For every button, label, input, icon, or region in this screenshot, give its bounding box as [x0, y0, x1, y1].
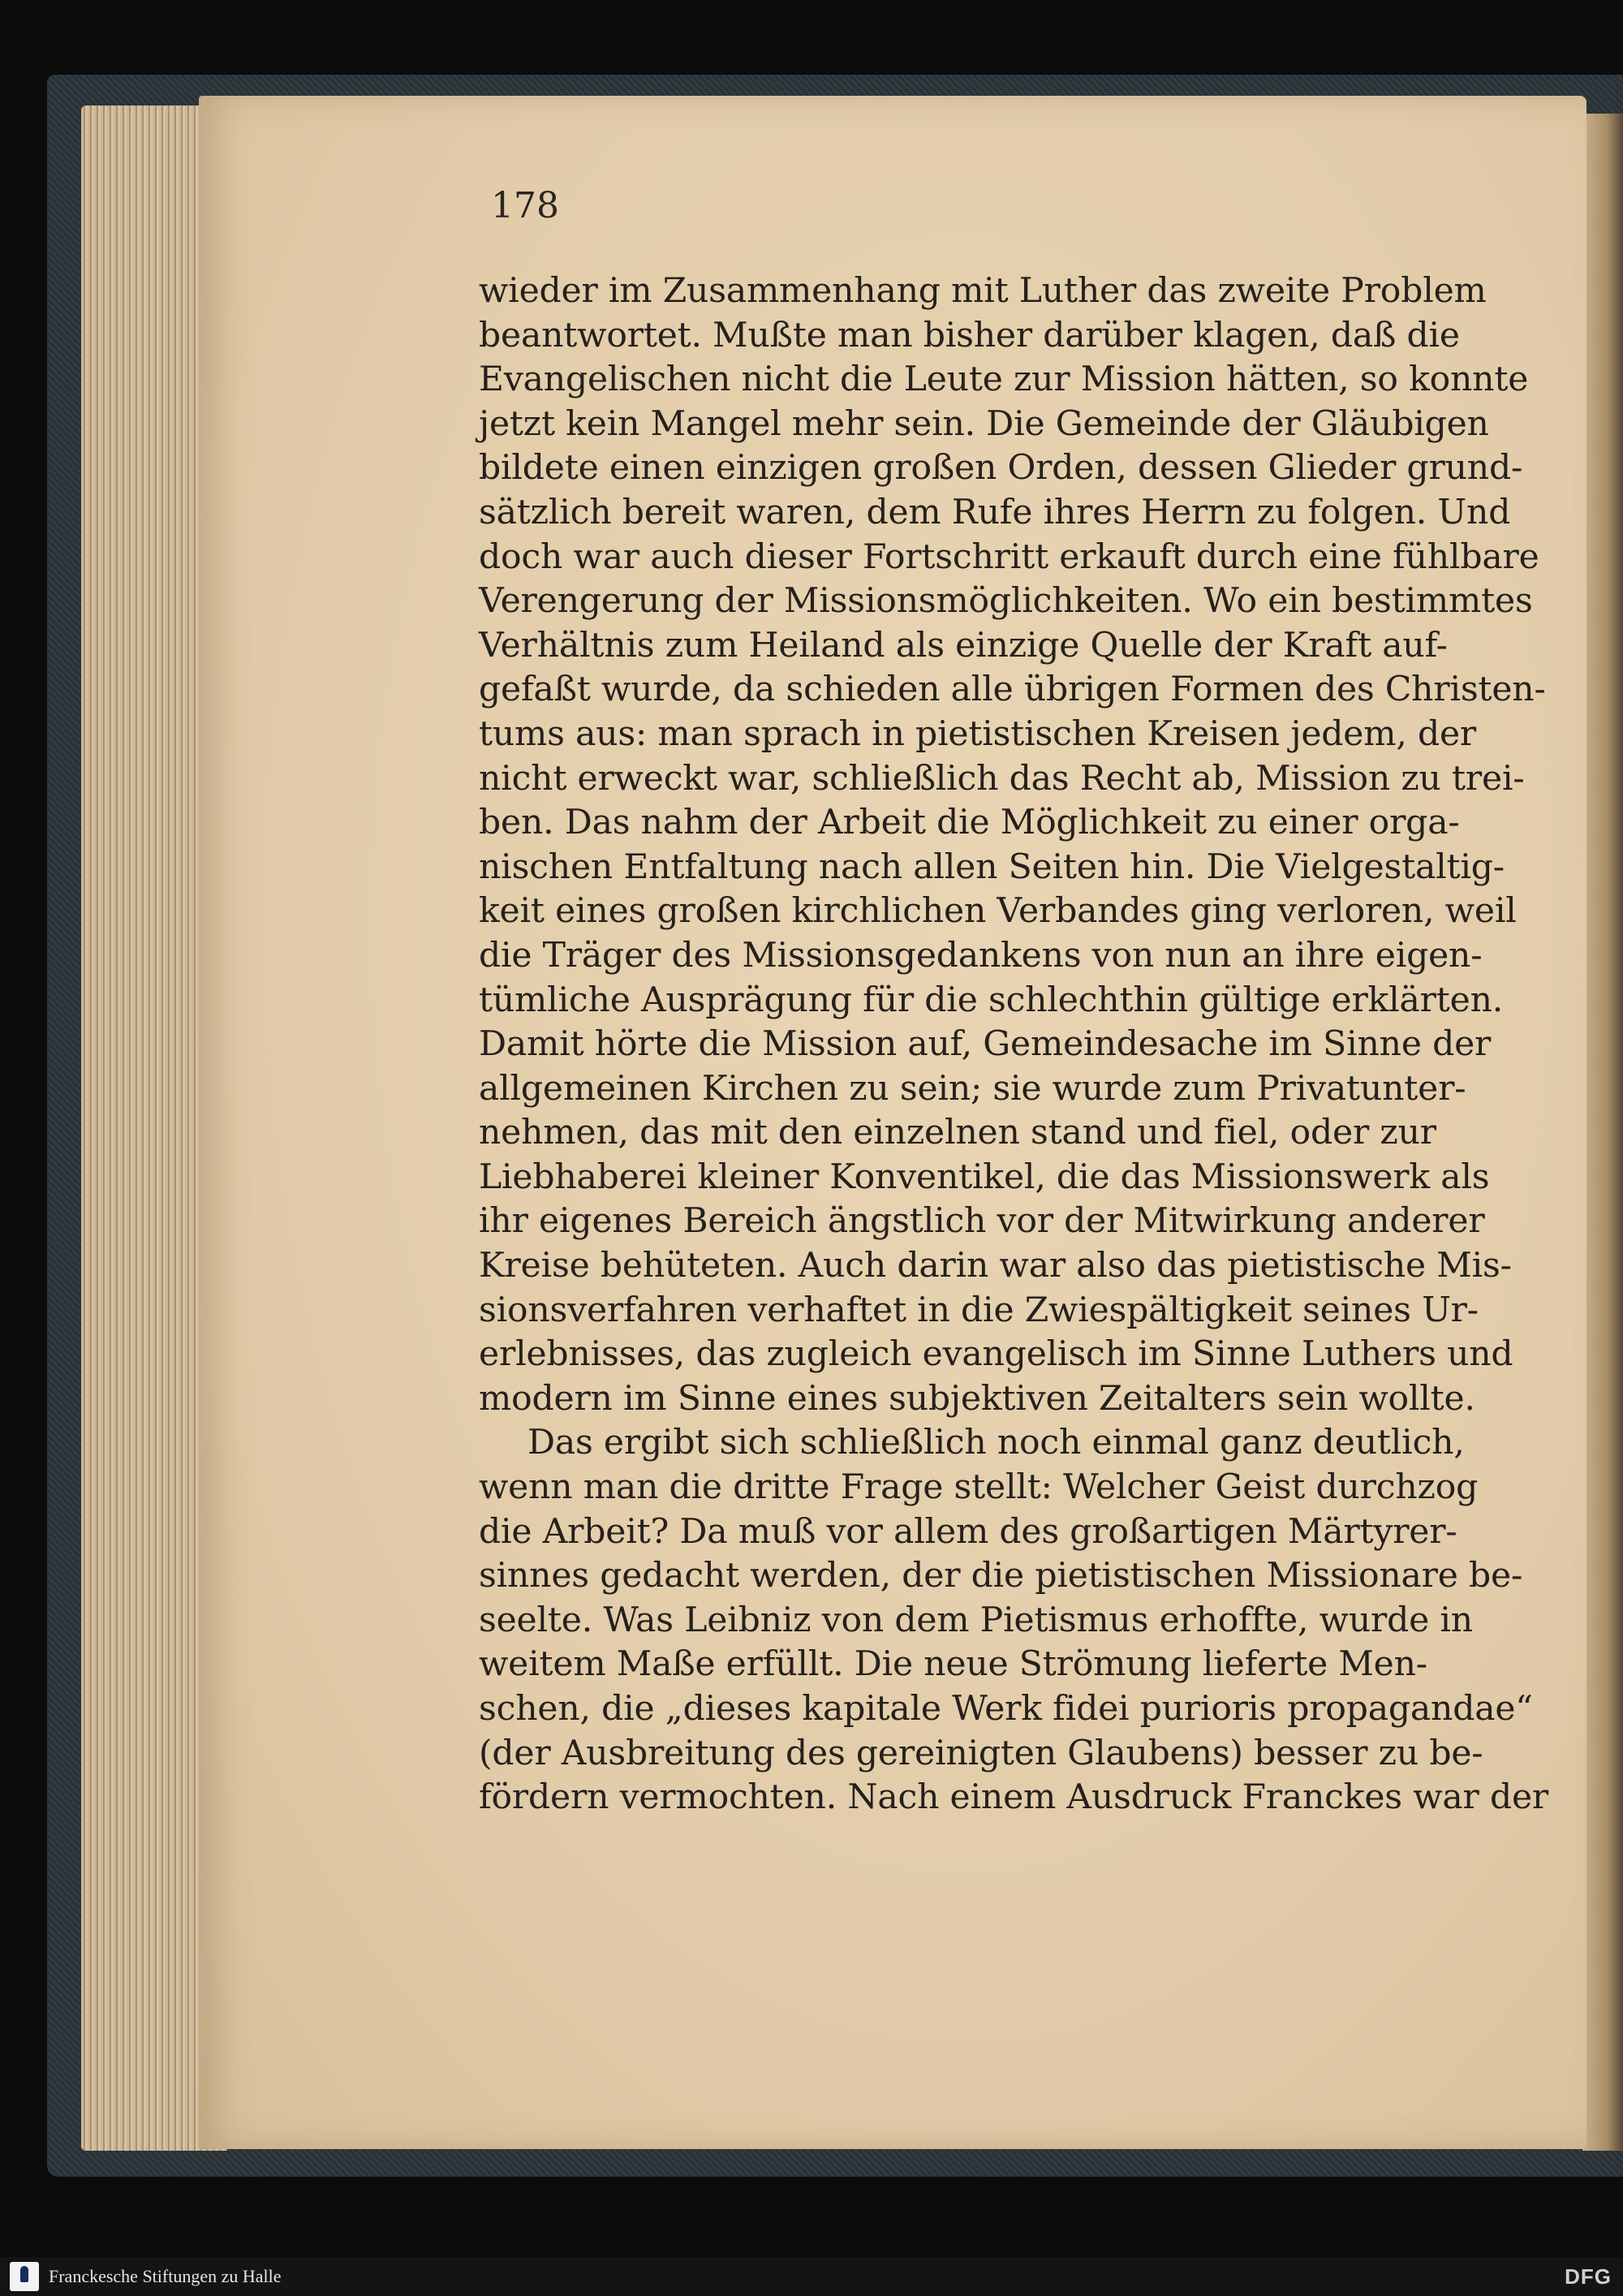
text-line: schen, die „dieses kapitale Werk fidei purioris propagandae“ [479, 1689, 1533, 1729]
text-line: keit eines großen kirchlichen Verbandes ging verloren, weil [479, 891, 1517, 932]
text-line: die Arbeit? Da muß vor allem des großartigen Märtyrer- [479, 1511, 1457, 1552]
text-line: doch war auch dieser Fortschritt erkauft durch eine fühlbare [479, 536, 1539, 577]
text-line: modern im Sinne eines subjektiven Zeitalters sein wollte. [479, 1378, 1475, 1419]
text-line: tümliche Ausprägung für die schlechthin gültige erklärten. [479, 980, 1504, 1020]
text-line: nicht erweckt war, schließlich das Recht ab, Mission zu trei- [479, 758, 1525, 799]
text-line: gefaßt wurde, da schieden alle übrigen Formen des Christen- [479, 670, 1546, 710]
text-line: erlebnisses, das zugleich evangelisch im Sinne Luthers und [479, 1334, 1513, 1375]
page-number: 178 [491, 185, 559, 226]
text-line: tums aus: man sprach in pietistischen Kreisen jedem, der [479, 713, 1477, 754]
text-line: Liebhaberei kleiner Konventikel, die das Missionswerk als [479, 1157, 1490, 1197]
text-line: Damit hörte die Mission auf, Gemeindesache im Sinne der [479, 1024, 1492, 1065]
page-body-text [479, 269, 1549, 1820]
text-line: allgemeinen Kirchen zu sein; sie wurde zum Privatunter- [479, 1068, 1466, 1109]
text-line: die Träger des Missionsgedankens von nun an ihre eigen- [479, 935, 1483, 976]
dfg-logo[interactable]: DFG [1565, 2264, 1612, 2289]
text-line: (der Ausbreitung des gereinigten Glaubens) besser zu be- [479, 1733, 1483, 1773]
text-line: wieder im Zusammenhang mit Luther das zweite Problem [479, 271, 1487, 311]
text-line: sionsverfahren verhaftet in die Zwiespältigkeit seines Ur- [479, 1290, 1479, 1330]
text-line: beantwortet. Mußte man bisher darüber klagen, daß die [479, 315, 1460, 355]
text-line: nischen Entfaltung nach allen Seiten hin. Die Vielgestaltig- [479, 846, 1505, 887]
text-line: Verengerung der Missionsmöglichkeiten. Wo ein bestimmtes [479, 581, 1533, 622]
institution-link[interactable]: Franckesche Stiftungen zu Halle [49, 2266, 282, 2286]
text-line: weitem Maße erfüllt. Die neue Strömung lieferte Men- [479, 1644, 1427, 1685]
text-line: ben. Das nahm der Arbeit die Möglichkeit zu einer orga- [479, 803, 1460, 843]
franckesche-stiftungen-logo-icon[interactable] [10, 2262, 39, 2291]
text-line: seelte. Was Leibniz von dem Pietismus erhoffte, wurde in [479, 1600, 1473, 1640]
text-line: sinnes gedacht werden, der die pietistischen Missionare be- [479, 1556, 1523, 1596]
text-line: Verhältnis zum Heiland als einzige Quelle der Kraft auf- [479, 625, 1448, 666]
text-line: ihr eigenes Bereich ängstlich vor der Mitwirkung anderer [479, 1201, 1485, 1242]
text-line: sätzlich bereit waren, dem Rufe ihres Herrn zu folgen. Und [479, 492, 1511, 532]
text-line: wenn man die dritte Frage stellt: Welcher Geist durchzog [479, 1467, 1479, 1508]
next-page-edge [1582, 114, 1623, 2151]
text-line: jetzt kein Mangel mehr sein. Die Gemeinde der Gläubigen [479, 403, 1489, 444]
text-line: fördern vermochten. Nach einem Ausdruck Franckes war der [479, 1777, 1549, 1818]
text-line: bildete einen einzigen großen Orden, dessen Glieder grund- [479, 448, 1523, 489]
text-line: Das ergibt sich schließlich noch einmal ganz deutlich, [527, 1423, 1465, 1463]
text-line: Kreise behüteten. Auch darin war also das pietistische Mis- [479, 1246, 1512, 1286]
text-line: Evangelischen nicht die Leute zur Mission hätten, so konnte [479, 360, 1529, 400]
text-line: nehmen, das mit den einzelnen stand und fiel, oder zur [479, 1113, 1436, 1153]
viewer-footer-bar [0, 2257, 1623, 2296]
